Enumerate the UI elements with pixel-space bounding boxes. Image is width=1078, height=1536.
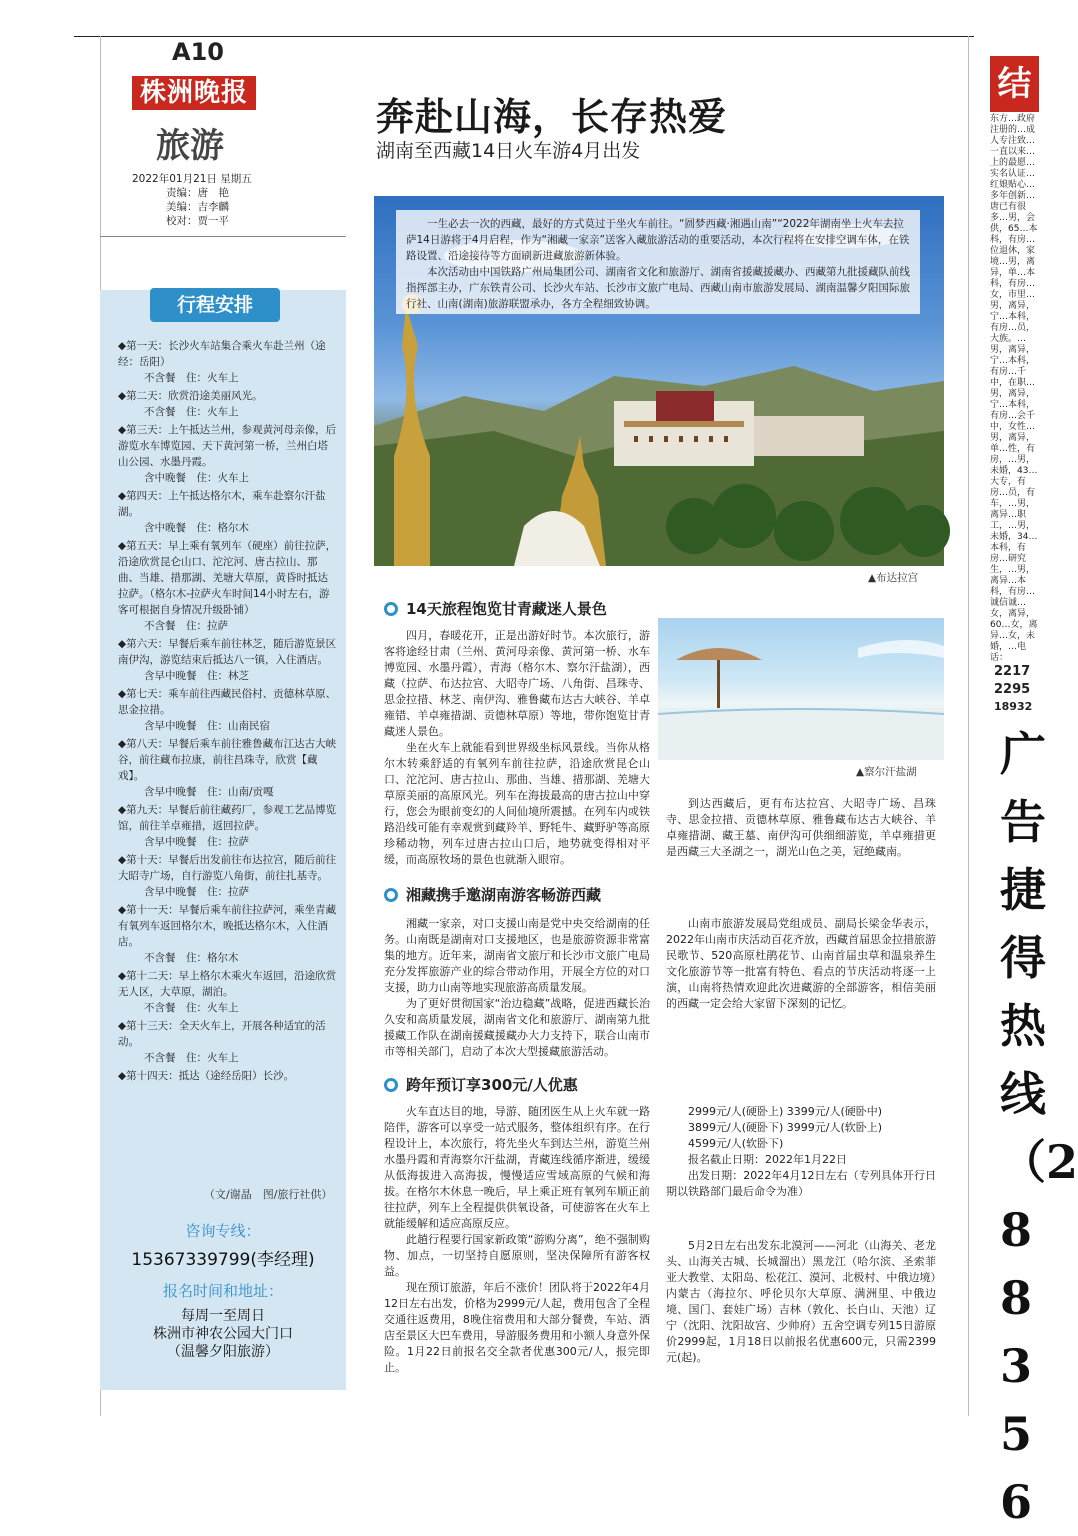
adjacent-ad-text: 广告捷得热线（288356	[1000, 727, 1078, 1529]
paragraph: 湘藏一家亲，对口支援山南是党中央交给湖南的任务。山南既是湖南对口支援地区，也是旅游资源非常富集的地方。近年来，湖南省文旅厅和长沙市文旅广电局充分发挥旅游产业的综合带动作用，开展全方位的对口支援，助力山南等地实现旅游高质量发展。	[384, 917, 650, 994]
paragraph: 到达西藏后，更有布达拉宫、大昭寺广场、昌珠寺、思金拉措、贡德林草原、雅鲁藏布达古大峡谷、羊卓雍措湖、藏王墓、南伊沟可供细细游览，羊卓雍措更是西藏三大圣湖之一，湖光山色之美，冠绝藏南。	[666, 797, 936, 858]
article-subheadline: 湖南至西藏14日火车游4月出发	[376, 140, 641, 162]
section-heading	[384, 1074, 578, 1095]
adjacent-page-listing: 东方…政府注册的…成人专注致…一直以来…上的最愿…实名认证…红娘贴心…多年创新…唐已有很多…男，会供，65…本科，有房…位退休，家境…男，离异，单…本科，有房…女，市里…男，离异，宁…本科，有房…员，大族。…男，离异，宁…本科，有房…千中，在职…男，离异，宁…本科，有房…会千中，女性…男，离异，单…性，有房，…男，未婚，43…大专，有房…员，有车，…男，离异…职工，…男，未婚，34…本科，有房…研究生，…男，离异…本科，有房…诚信诚…女，离异，60…女，离异…女，未婚，…电话：	[990, 114, 1038, 663]
itinerary-meal: 含早中晚餐 住：山南民宿	[144, 720, 270, 732]
itinerary-day: ◆第八天：早餐后乘车前往雅鲁藏布江达古大峡谷，前往藏布拉康，前往昌珠寺，欣赏【藏戏】。	[118, 738, 337, 782]
masthead-logo: 株洲晚报	[132, 76, 256, 110]
right-rule	[968, 36, 969, 1416]
bullet-ring-icon	[384, 602, 398, 616]
paragraph: 现在预订旅游，年后不涨价！团队将于2022年4月12日左右出发，价格为2999元/人起，费用包含了全程交通往返费用，8晚住宿费用和大部分餐费，车站、酒店至景区大巴车费用，导游服务费用和小额人身意外保险。1月22日前报名交全款者优惠300元/人，报完即止。	[384, 1281, 650, 1374]
section-body	[384, 916, 650, 1056]
signup-line: 每周一至周日	[181, 1308, 265, 1324]
itinerary-meal: 不含餐 住：火车上	[144, 1002, 239, 1014]
price-line: 2999元/人(硬卧上) 3399元/人(硬卧中)	[688, 1105, 883, 1118]
bullet-ring-icon	[384, 888, 398, 902]
itinerary-day: ◆第三天：上午抵达兰州，参观黄河母亲像，后游览水车博览园、天下黄河第一桥，兰州白塔山公园、水墨丹霞。	[118, 424, 337, 468]
itinerary-list	[118, 338, 338, 1084]
signup-line: （温馨夕阳旅游）	[167, 1344, 279, 1360]
itinerary-day: ◆第六天：早餐后乘车前往林芝，随后游览景区南伊沟，游览结束后抵达八一镇，入住酒店。	[118, 638, 337, 666]
signup-label: 报名时间和地址：	[162, 1282, 283, 1300]
adjacent-phone: 2295	[994, 682, 1031, 697]
top-rule	[74, 36, 974, 37]
signup-line: 株洲市神农公园大门口	[153, 1326, 293, 1342]
itinerary-day: ◆第十三天：全天火车上，开展各种适宜的活动。	[118, 1020, 326, 1048]
salt-lake-photo	[658, 618, 944, 760]
departure-line: 出发日期：2022年4月12日左右（专列具体开行日期以铁路部门最后命令为准）	[666, 1169, 936, 1198]
section-body-continued	[666, 796, 936, 868]
paragraph: 山南市旅游发展局党组成员、副局长梁金华表示，2022年山南市庆活动百花齐放，西藏首届思金拉措旅游民歌节、520高原杜鹃花节、山南首届虫草和温泉养生文化旅游节等一批富有特色、看点的节庆活动将逐一上演，山南将热情欢迎此次进藏游的全部游客，相信美丽的西藏一定会给大家留下深刻的记忆。	[666, 917, 936, 1010]
paragraph: 四月，春暖花开，正是出游好时节。本次旅行，游客将途经甘肃（兰州、黄河母亲像、黄河第一桥、水车博览园、水墨丹霞），青海（格尔木、察尔汗盐湖），西藏（拉萨、布达拉宫、大昭寺广场、八角街、昌珠寺、思金拉措、林芝、南伊沟、雅鲁藏布达古大峡谷、羊卓雍错、羊卓雍措湖、贡德林草原）等地，带你饱览甘青藏迷人景色。	[384, 629, 650, 738]
masthead-rule	[100, 236, 346, 237]
itinerary-day: ◆第十二天：早上格尔木乘火车返回，沿途欣赏无人区，大草原，湖泊。	[118, 970, 337, 998]
adjacent-phone: 2217	[994, 664, 1031, 679]
hotline-label: 咨询专线：	[185, 1222, 261, 1240]
section-heading	[384, 884, 601, 905]
section-label: 旅游	[156, 126, 224, 166]
section-body	[384, 1104, 650, 1394]
hotline-number: 15367339799(李经理)	[131, 1250, 315, 1270]
northeast-tour-text	[666, 1238, 936, 1378]
credit-proofreader: 校对：贾一平	[166, 215, 229, 227]
credit-designer: 美编：吉李麟	[166, 201, 229, 213]
paragraph: 火车直达目的地，导游、随团医生从上火车就一路陪伴，游客可以享受一站式服务，整体组织有序。在行程设计上，本次旅行，将先坐火车到达兰州，游览兰州水墨丹霞和青海察尔汗盐湖，青藏连线循序渐进，缓缓从低海拔进入高海拔，慢慢适应雪域高原的气候和海拔。在格尔木休息一晚后，早上乘正班有氧列车顺正前往拉萨，列车上全程提供供氧设备，可使游客在火车上就能缓解和适应高原反应。	[384, 1105, 650, 1230]
intro-paragraph: 一生必去一次的西藏，最好的方式莫过于坐火车前往。“圆梦西藏·湘遇山南”“2022年湖南坐上火车去拉萨14日游将于4月启程，作为“湘藏一家亲”送客入藏旅游活动的重要活动，本次行程将在安排空调车体，在铁路设置、沿途接待等方面刷新进藏旅游新体验。	[406, 218, 910, 262]
itinerary-meal: 不含餐 住：火车上	[144, 406, 239, 418]
itinerary-day: ◆第四天：上午抵达格尔木，乘车赴察尔汗盐湖。	[118, 490, 326, 518]
itinerary-day: ◆第五天：早上乘有氧列车（硬座）前往拉萨，沿途欣赏昆仑山口、沱沱河、唐古拉山、那曲、当雄、措那湖、羌塘大草原，黄昏时抵达拉萨。（格尔木-拉萨火车时间14小时左右，游客可根据自身情况升级卧铺）	[118, 540, 337, 616]
itinerary-meal: 不含餐 住：火车上	[144, 1052, 239, 1064]
itinerary-day: ◆第九天：早餐后前往藏药厂，参观工艺品博览馆，前往羊卓雍措，返回拉萨。	[118, 804, 337, 832]
photo-caption-salt-lake: ▲察尔汗盐湖	[856, 766, 917, 778]
salt-lake-illustration	[658, 618, 944, 760]
itinerary-title: 行程安排	[150, 288, 280, 322]
paragraph: 5月2日左右出发东北漠河——河北（山海关、老龙头、山海关古城、长城溜出）黑龙江（哈尔滨、圣索菲亚大教堂、太阳岛、松花江、漠河、北极村、中俄边境）内蒙古（海拉尔、呼伦贝尔大草原、满洲里、中俄边境、国门、套娃广场）吉林（敦化、长白山、天池）辽宁（沈阳、沈阳故宫、少帅府）五舍空调专列15日游原价2999起，1月18日以前报名优惠600元，只需2399元(起)。	[666, 1239, 936, 1364]
credits-block	[132, 172, 252, 228]
itinerary-meal: 含早中晚餐 住：林芝	[144, 670, 249, 682]
consult-box	[100, 1212, 346, 1392]
intro-box	[396, 210, 920, 314]
itinerary-day: ◆第十一天：早餐后乘车前往拉萨河，乘坐青藏有氧列车返回格尔木，晚抵达格尔木，入住酒店。	[118, 904, 337, 948]
itinerary-meal: 含早中晚餐 住：拉萨	[144, 886, 249, 898]
paragraph: 坐在火车上就能看到世界级坐标风景线。当你从格尔木转乘舒适的有氧列车前往拉萨，沿途欣赏昆仑山口、沱沱河、唐古拉山、那曲、当雄、措那湖、羌塘大草原美丽的高原风光。列车在海拔最高的唐古拉山中穿行，您会为眼前变幻的人间仙境所震撼。在列车内或铁路沿线可能有幸观赏到藏羚羊、野牦牛、藏野驴等高原珍稀动物，列车过唐古拉山口后，地势就变得相对平缓，而高原牧场的景色也就渐入眼帘。	[384, 741, 650, 866]
page-number: A10	[172, 38, 224, 66]
paragraph: 此趟行程要行国家新政策“游购分离”，绝不强制购物、加点，一切坚持自愿原则，坚决保障所有游客权益。	[384, 1233, 650, 1278]
deadline-line: 报名截止日期：2022年1月22日	[688, 1153, 847, 1166]
section-title: 湘藏携手邀湖南游客畅游西藏	[406, 886, 602, 904]
credit-editor: 责编：唐 艳	[166, 187, 229, 199]
article-headline: 奔赴山海，长存热爱	[376, 95, 728, 139]
intro-paragraph: 本次活动由中国铁路广州局集团公司、湖南省文化和旅游厅、湖南省援藏援藏办、西藏第九批援藏队前线指挥部主办，广东铁青公司、长沙火车站、长沙市文旅广电局、西藏山南市旅游发展局、湖南温馨夕阳国际旅行社、山南(湖南)旅游联盟承办，各方全程细致协调。	[406, 266, 910, 310]
itinerary-meal: 不含餐 住：火车上	[144, 372, 239, 384]
itinerary-day: ◆第十四天：抵达（途经岳阳）长沙。	[118, 1070, 295, 1082]
issue-date: 2022年01月21日 星期五	[132, 173, 252, 185]
itinerary-meal: 不含餐 住：格尔木	[144, 952, 239, 964]
itinerary-day: ◆第十天：早餐后出发前往布达拉宫，随后前往大昭寺广场，自行游览八角街，前往扎基寺。	[118, 854, 337, 882]
adjacent-phone: 18932	[994, 700, 1033, 713]
section-title: 跨年预订享300元/人优惠	[406, 1076, 578, 1094]
price-list	[666, 1104, 936, 1200]
itinerary-meal: 含中晚餐 住：格尔木	[144, 522, 249, 534]
price-line: 4599元/人(软卧下)	[688, 1137, 784, 1150]
section-body	[384, 628, 650, 868]
itinerary-day: ◆第七天：乘车前往西藏民俗村、贡德林草原、思金拉措。	[118, 688, 337, 716]
section-title: 14天旅程饱览甘青藏迷人景色	[406, 600, 607, 618]
itinerary-meal: 含中晚餐 住：火车上	[144, 472, 249, 484]
article-byline: （文/谢晶 图/旅行社供）	[204, 1188, 333, 1201]
paragraph: 为了更好贯彻国家“治边稳藏”战略，促进西藏长治久安和高质量发展，湖南省文化和旅游厅、湖南第九批援藏工作队在湖南援藏援藏办大力支持下，联合山南市市等相关部门，启动了本次大型援藏旅游活动。	[384, 997, 650, 1058]
itinerary-meal: 含早中晚餐 住：山南/贡嘎	[144, 786, 274, 798]
adjacent-page-logo: 结	[990, 56, 1039, 112]
section-body-continued	[666, 916, 936, 1056]
photo-caption-potala: ▲布达拉宫	[868, 572, 919, 584]
bullet-ring-icon	[384, 1078, 398, 1092]
itinerary-meal: 不含餐 住：拉萨	[144, 620, 228, 632]
section-heading	[384, 598, 607, 619]
itinerary-day: ◆第一天：长沙火车站集合乘火车赴兰州（途经：岳阳）	[118, 340, 326, 368]
itinerary-day: ◆第二天：欣赏沿途美丽风光。	[118, 390, 263, 402]
price-line: 3899元/人(硬卧下) 3999元/人(软卧上)	[688, 1121, 883, 1134]
itinerary-meal: 含早中晚餐 住：拉萨	[144, 836, 249, 848]
